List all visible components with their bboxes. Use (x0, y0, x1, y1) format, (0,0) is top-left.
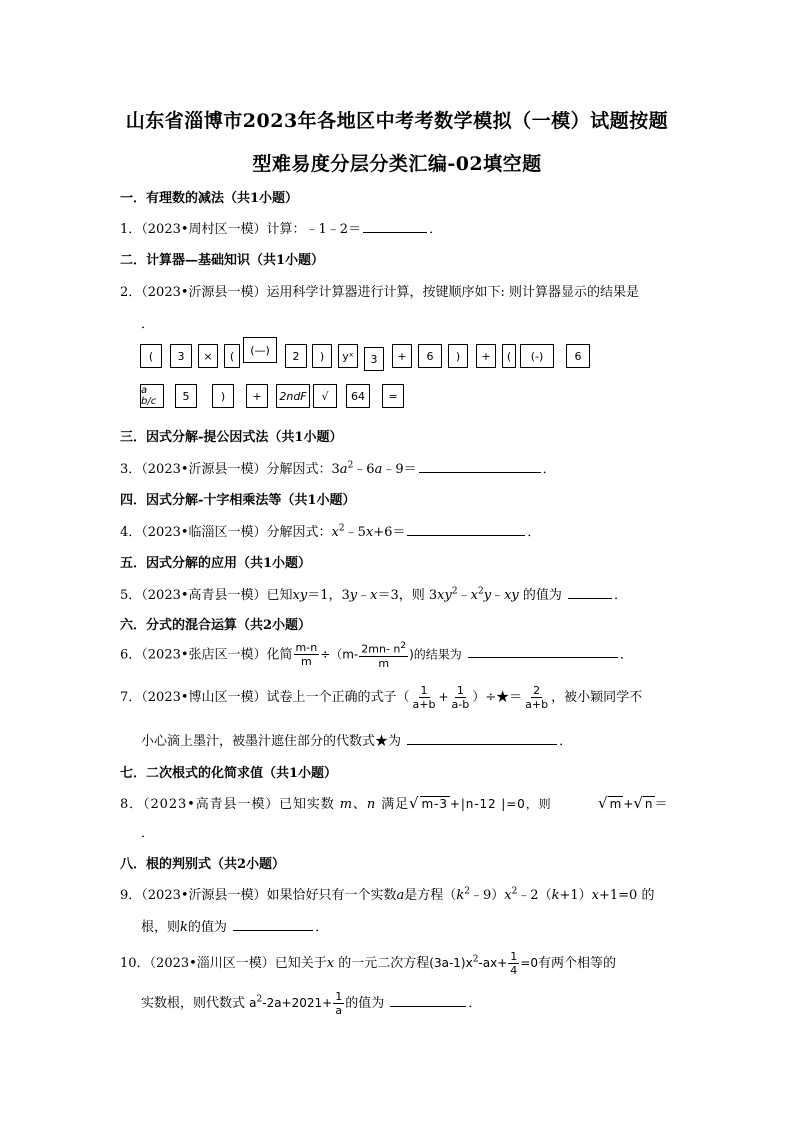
calc-key-left-paren: ( (224, 344, 240, 368)
question-10: 10．（2023•淄川区一模）已知关于x 的一元二次方程$(3a-1)x^2-ax+$ $\frac{1}{4}$ =0有两个相等的 (120, 950, 616, 977)
calc-key-right-paren: ) (212, 384, 234, 408)
fraction: $\frac{1}{a-b}$ (451, 684, 470, 711)
calc-key-negate: (-) (520, 344, 554, 368)
calc-key-64: 64 (346, 384, 370, 408)
answer-blank-1[interactable] (363, 219, 427, 233)
calc-key-right-paren: ) (448, 344, 468, 368)
fraction: $\frac{1}{a}$ (335, 990, 343, 1017)
calc-key-plus: + (246, 384, 268, 408)
section-heading-5: 五．因式分解的应用（共1小题） (120, 556, 312, 571)
section-heading-1: 一．有理数的减法（共1小题） (120, 191, 299, 206)
section-heading-2: 二．计算器—基础知识（共1小题） (120, 253, 325, 268)
calc-key-3: 3 (364, 347, 384, 371)
fraction: $\frac{m-n}{m}$ (295, 641, 318, 669)
question-2-end: ． (141, 317, 155, 332)
calc-key-left-paren: ( (140, 344, 162, 368)
answer-blank-7[interactable] (407, 731, 557, 745)
question-9-line2: 根，则k的值为 ． (141, 916, 328, 935)
question-1: 1．（2023•周村区一模）计算：﹣1﹣2＝ ． (120, 218, 442, 237)
fraction: $\frac{1}{a+b}$ (412, 684, 436, 711)
document-title-line1: 山东省淄博市2023年各地区中考考数学模拟（一模）试题按题 (125, 110, 669, 132)
question-4: 4．（2023•临淄区一模）分解因式：$x^2﹣5x+6=$ ． (120, 523, 541, 540)
answer-blank-10[interactable] (390, 993, 466, 1007)
calc-key-3: 3 (170, 344, 192, 368)
section-heading-7: 七．二次根式的化简求值（共1小题） (120, 766, 338, 781)
calc-key-negative: (—) (243, 337, 277, 363)
answer-blank-4[interactable] (407, 522, 525, 536)
question-3: 3．（2023•沂源县一模）分解因式：$3a^2﹣6a﹣9=$ ． (120, 460, 556, 477)
calc-key-5: 5 (175, 384, 197, 408)
question-7-line2: 小心滴上墨汁，被墨汁遮住部分的代数式★为 ． (141, 730, 572, 749)
calc-key-multiply: × (198, 344, 218, 368)
answer-blank-6[interactable] (468, 644, 618, 658)
calc-key-plus: + (476, 344, 496, 368)
question-9: 9．（2023•沂源县一模）如果恰好只有一个实数a是方程$(k^2﹣9)x^2﹣2(k+1)x+1=0$ 的 (120, 886, 655, 903)
calc-key-equals: = (382, 384, 404, 408)
answer-blank-3[interactable] (419, 459, 541, 473)
question-5: 5．（2023•高青县一模）已知xy＝1，3y﹣x＝3，则 $3xy^2﹣x^2y﹣xy$ 的值为 ． (120, 586, 628, 603)
question-2: 2．（2023•沂源县一模）运用科学计算器进行计算，按键顺序如下: 则计算器显示的结果是 (120, 285, 640, 300)
section-heading-6: 六．分式的混合运算（共2小题） (120, 618, 312, 633)
calc-key-plus: + (392, 344, 412, 368)
question-7: 7．（2023•博山区一模）试卷上一个正确的式子（ $\frac{1}{a+b}$ + $\frac{1}{a-b}$ ）÷★＝ $\frac{2}{a+b}$ ，被小颖同学不 (120, 684, 643, 711)
calc-key-6: 6 (566, 344, 590, 368)
fraction: $\frac{2}{a+b}$ (525, 684, 549, 711)
section-heading-3: 三．因式分解-提公因式法（共1小题） (120, 430, 343, 445)
question-10-line2: 实数根，则代数式 $a^2-2a+2021+$ $\frac{1}{a}$ 的值为 ． (141, 990, 482, 1017)
calc-key-2: 2 (285, 344, 307, 368)
section-heading-8: 八．根的判别式（共2小题） (120, 857, 286, 872)
calc-key-left-paren: ( (502, 344, 516, 368)
answer-blank-9[interactable] (233, 917, 313, 931)
calc-key-right-paren: ) (312, 344, 332, 368)
question-8-tail: √ m +√ n ＝ (598, 794, 668, 812)
section-heading-4: 四．因式分解-十字相乘法等（共1小题） (120, 493, 356, 508)
question-8: 8．（2023•高青县一模）已知实数 m、n 满足√ m-3 +|n-12 |=0，则 (120, 794, 552, 812)
fraction: $\frac{2mn- n^2}{m}$ (361, 641, 407, 670)
calc-key-fraction: a b/c (140, 384, 164, 408)
answer-blank-5[interactable] (568, 585, 612, 599)
calc-key-2ndf: 2ndF (276, 384, 310, 408)
radical: √ m (598, 794, 622, 812)
calc-key-sqrt: √ (313, 384, 337, 408)
fraction: $\frac{1}{4}$ (510, 950, 518, 977)
calc-key-6: 6 (418, 344, 442, 368)
document-title-line2: 型难易度分层分类汇编-02填空题 (252, 153, 542, 175)
question-6: 6．（2023•张店区一模）化简 $\frac{m-n}{m}$ ÷（m- $\frac{2mn- n^2}{m}$ )的结果为 ． (120, 641, 633, 670)
calc-key-power: yˣ (338, 344, 358, 368)
radical: √ n (633, 794, 653, 812)
question-8-end: ． (141, 826, 155, 841)
radical: √ m-3 (409, 794, 448, 812)
